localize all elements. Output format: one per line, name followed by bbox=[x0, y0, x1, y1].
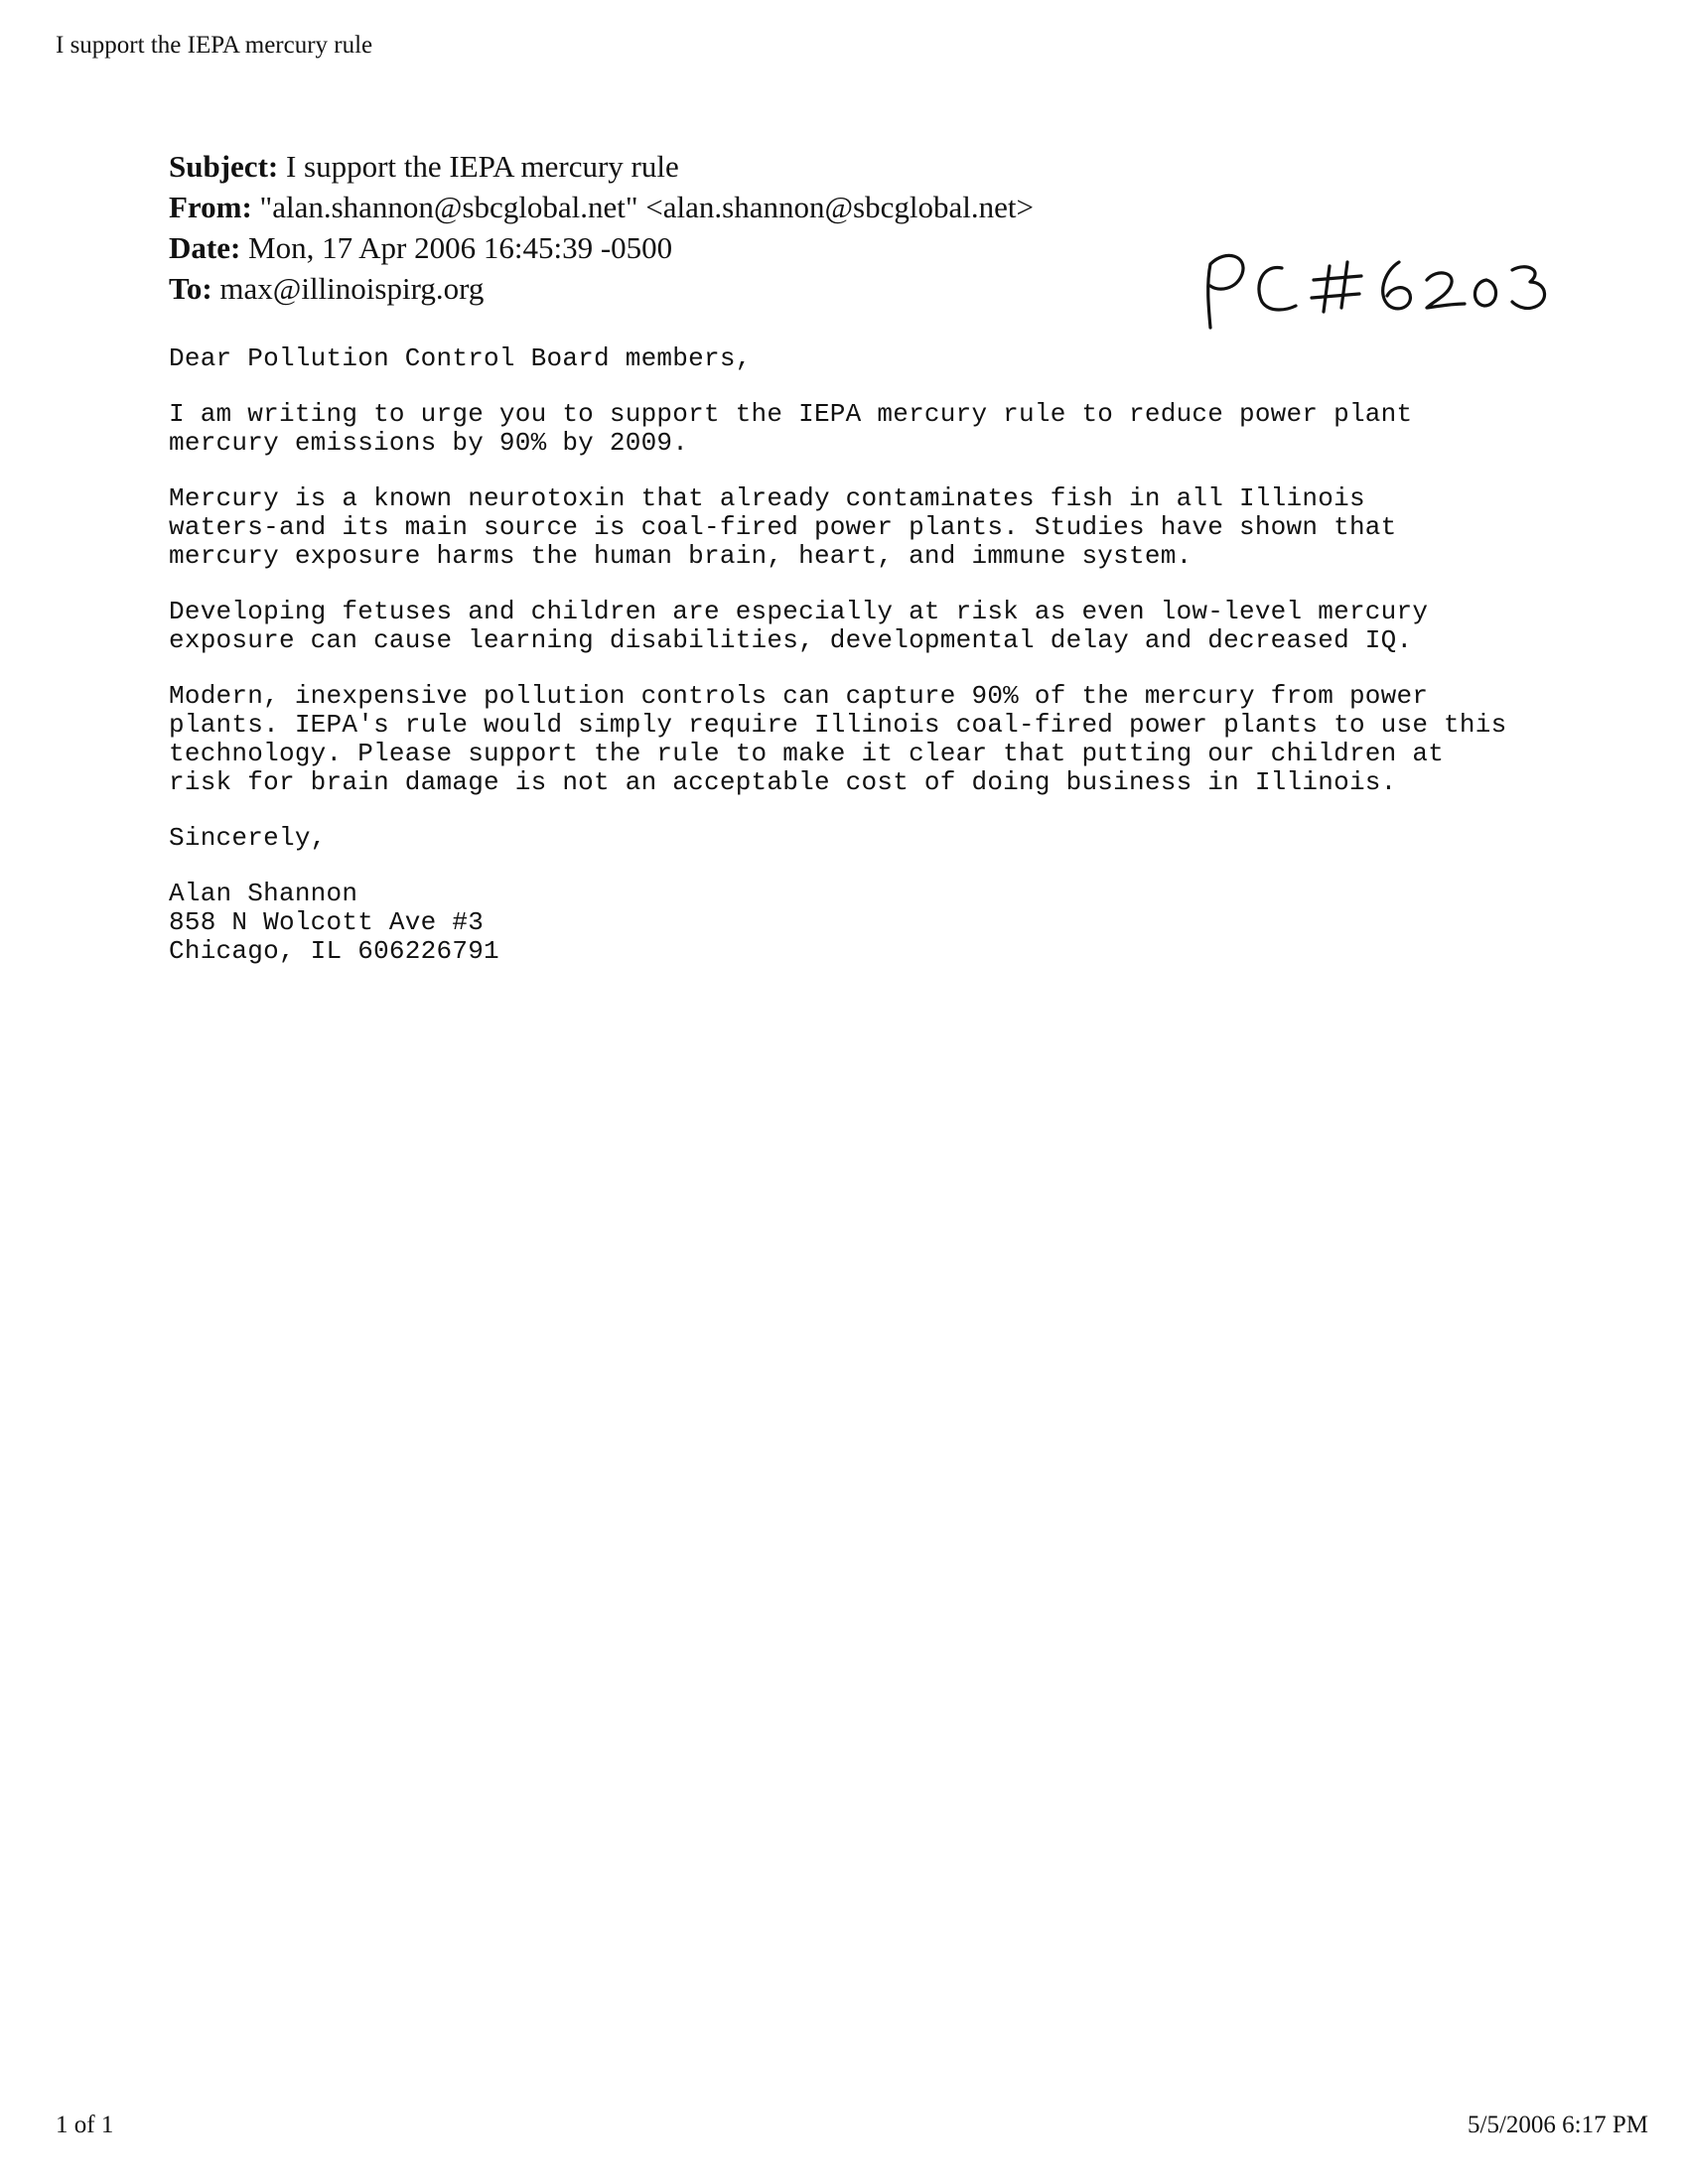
to-value: max@illinoispirg.org bbox=[219, 271, 485, 306]
date-value: Mon, 17 Apr 2006 16:45:39 -0500 bbox=[248, 230, 673, 265]
paragraph-line: risk for brain damage is not an acceptable cost of doing business in Illinois. bbox=[169, 767, 1397, 797]
subject-row bbox=[169, 146, 1034, 187]
paragraph-line: technology. Please support the rule to make it clear that putting our children at bbox=[169, 739, 1445, 768]
signature-name: Alan Shannon bbox=[169, 879, 358, 908]
handwritten-pc-number-stamp bbox=[1196, 246, 1554, 336]
page-header-title: I support the IEPA mercury rule bbox=[56, 32, 373, 59]
signature-block bbox=[169, 880, 1579, 966]
paragraph-line: mercury emissions by 90% by 2009. bbox=[169, 428, 689, 458]
date-label: Date: bbox=[169, 230, 241, 265]
greeting: Dear Pollution Control Board members, bbox=[169, 343, 752, 373]
paragraph-line: exposure can cause learning disabilities, developmental delay and decreased IQ. bbox=[169, 625, 1413, 655]
signature-address-line-1: 858 N Wolcott Ave #3 bbox=[169, 907, 485, 937]
stamp-text bbox=[1196, 336, 1197, 337]
letter-body bbox=[169, 344, 1579, 966]
date-row bbox=[169, 227, 1034, 268]
signature-address-line-2: Chicago, IL 606226791 bbox=[169, 936, 499, 966]
paragraph-3 bbox=[169, 598, 1579, 655]
to-row bbox=[169, 268, 1034, 309]
paragraph-2 bbox=[169, 484, 1579, 571]
paragraph-line: I am writing to urge you to support the IEPA mercury rule to reduce power plant bbox=[169, 399, 1413, 429]
print-timestamp: 5/5/2006 6:17 PM bbox=[1468, 2112, 1648, 2138]
paragraph-line: Modern, inexpensive pollution controls can capture 90% of the mercury from power bbox=[169, 681, 1429, 711]
subject-value: I support the IEPA mercury rule bbox=[285, 149, 679, 184]
from-row bbox=[169, 187, 1034, 227]
paragraph-line: waters-and its main source is coal-fired power plants. Studies have shown that bbox=[169, 512, 1397, 542]
paragraph-line: Mercury is a known neurotoxin that already contaminates fish in all Illinois bbox=[169, 483, 1365, 513]
paragraph-line: Developing fetuses and children are especially at risk as even low-level mercury bbox=[169, 597, 1429, 626]
email-header bbox=[169, 146, 1034, 309]
to-label: To: bbox=[169, 271, 212, 306]
page-number: 1 of 1 bbox=[56, 2112, 114, 2138]
paragraph-line: mercury exposure harms the human brain, heart, and immune system. bbox=[169, 541, 1193, 571]
closing: Sincerely, bbox=[169, 823, 327, 853]
paragraph-line: plants. IEPA's rule would simply require Illinois coal-fired power plants to use this bbox=[169, 710, 1507, 740]
subject-label: Subject: bbox=[169, 149, 279, 184]
from-label: From: bbox=[169, 190, 252, 224]
paragraph-1 bbox=[169, 400, 1579, 458]
paragraph-4 bbox=[169, 682, 1579, 797]
from-value: "alan.shannon@sbcglobal.net" <alan.shannon@sbcglobal.net> bbox=[259, 190, 1034, 224]
